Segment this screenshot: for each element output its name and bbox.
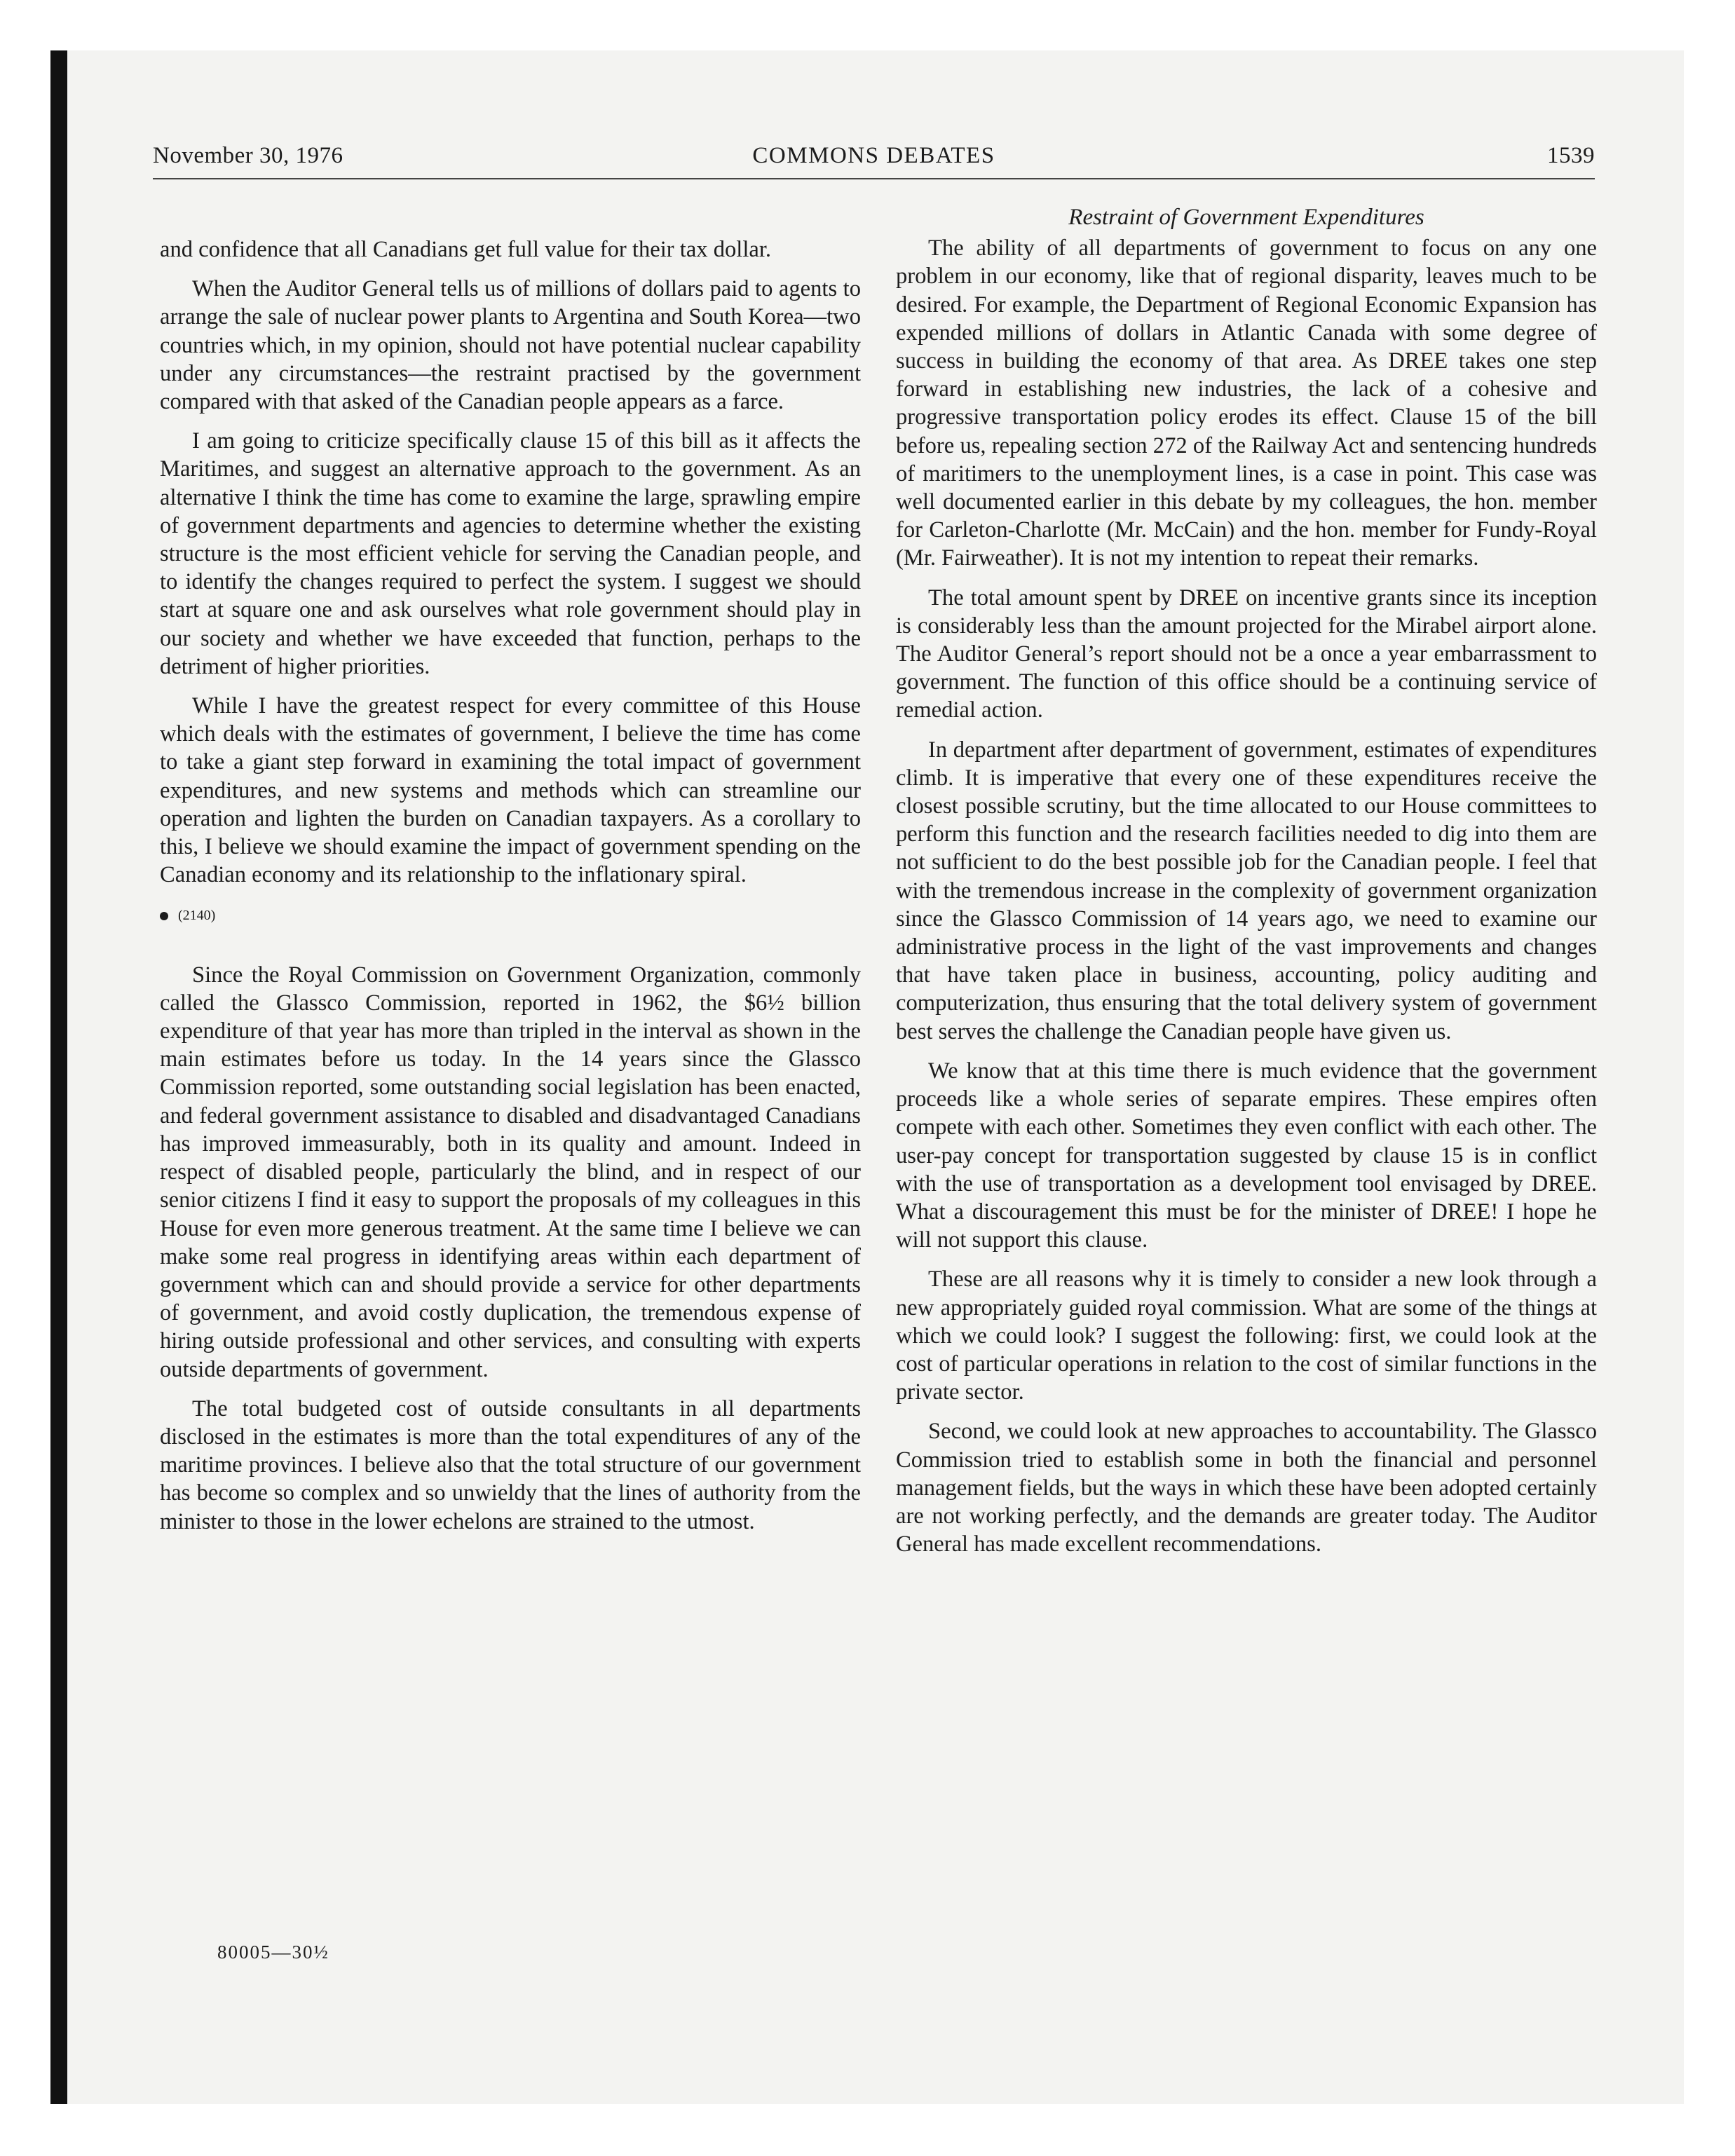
paragraph: These are all reasons why it is timely to consider a new look through a new appropriately guided royal commission. What are some of the things at which we could look? I suggest the following: first, we could look at the cost of particular operations in relation to the cost of similar functions in the private sector.: [896, 1267, 1597, 1405]
right-column: [896, 203, 1597, 1569]
header-title: COMMONS DEBATES: [752, 143, 995, 168]
running-head: [153, 137, 1595, 179]
time-marker-label: (2140): [178, 908, 216, 924]
paragraph: The total budgeted cost of outside consultants in all departments disclosed in the estimates is more than the total expenditures of any of the maritime provinces. I believe also that the total structure of our government has become so complex and so unwieldy that the lines of authority from the minister to those in the lower echelons are strained to the utmost.: [160, 1396, 861, 1534]
time-marker: [160, 901, 861, 929]
left-column: [160, 236, 861, 1547]
paragraph: Since the Royal Commission on Government Organization, commonly called the Glassco Commission, reported in 1962, the $6½ billion expenditure of that year has more than tripled in the interval as shown in the main estimates before us today. In the 14 years since the Glassco Commission reported, some outstanding social legislation has been enacted, and federal government assistance to disabled and disadvantaged Canadians has improved immeasurably, both in its quality and amount. Indeed in respect of disabled people, particularly the blind, and in respect of our senior citizens I find it easy to support the proposals of my colleagues in this House for even more generous treatment. At the same time I believe we can make some real progress in identifying areas within each department of government which can and should provide a service for other departments of government, and avoid costly duplication, the tremendous expense of hiring outside professional and other services, and consulting with experts outside departments of government.: [160, 962, 861, 1382]
paragraph: The total amount spent by DREE on incentive grants since its inception is considerably less than the amount projected for the Mirabel airport alone. The Auditor General’s report should not be a once a year embarrassment to government. The function of this office should be a continuing service of remedial action.: [896, 585, 1597, 723]
paragraph: I am going to criticize specifically clause 15 of this bill as it affects the Maritimes, and suggest an alternative approach to the government. As an alternative I think the time has come to examine the large, sprawling empire of government departments and agencies to determine whether the existing structure is the most efficient vehicle for serving the Canadian people, and to identify the changes required to perfect the system. I suggest we should start at square one and ask ourselves what role government should play in our society and whether we have exceeded that function, perhaps to the detriment of higher priorities.: [160, 428, 861, 679]
paragraph: and confidence that all Canadians get full value for their tax dollar.: [160, 237, 772, 262]
footer-code: 80005—30½: [217, 1942, 329, 1963]
paragraph: The ability of all departments of government to focus on any one problem in our economy, like that of regional disparity, leaves much to be desired. For example, the Department of Regional Economic Expansion has expended millions of dollars in Atlantic Canada with some degree of success in building the economy of that area. As DREE takes one step forward in establishing new industries, the lack of a cohesive and progressive transportation policy erodes its effect. Clause 15 of the bill before us, repealing section 272 of the Railway Act and sentencing hundreds of maritimers to the unemployment lines, is a case in point. This case was well documented earlier in this debate by my colleagues, the hon. member for Carleton-Charlotte (Mr. McCain) and the hon. member for Fundy-Royal (Mr. Fairweather). It is not my intention to repeat their remarks.: [896, 236, 1597, 571]
paragraph: We know that at this time there is much evidence that the government proceeds like a whole series of separate empires. These empires often compete with each other. Sometimes they even conflict with each other. The user-pay concept for transportation suggested by clause 15 is in conflict with the use of transportation as a development tool envisaged by DREE. What a discouragement this must be for the minister of DREE! I hope he will not support this clause.: [896, 1058, 1597, 1253]
paragraph: Second, we could look at new approaches to accountability. The Glassco Commission tried to establish some in both the financial and personnel management fields, but the ways in which these have been adopted certainly are not working perfectly, and the demands are greater today. The Auditor General has made excellent recommendations.: [896, 1419, 1597, 1557]
section-subheading: Restraint of Government Expenditures: [1068, 205, 1424, 230]
paragraph: While I have the greatest respect for every committee of this House which deals with the estimates of government, I believe the time has come to take a giant step forward in examining the total impact of government expenditures, and new systems and methods which can streamline our operation and lighten the burden on Canadian taxpayers. As a corollary to this, I believe we should examine the impact of government spending on the Canadian economy and its relationship to the inflationary spiral.: [160, 693, 861, 888]
header-date: November 30, 1976: [153, 143, 343, 168]
paragraph: When the Auditor General tells us of millions of dollars paid to agents to arrange the sale of nuclear power plants to Argentina and South Korea—two countries which, in my opinion, should not have potential nuclear capability under any circumstances—the restraint practised by the government compared with that asked of the Canadian people appears as a farce.: [160, 276, 861, 415]
bullet-icon: [160, 912, 168, 920]
page-number: 1539: [1547, 143, 1595, 168]
paragraph: In department after department of government, estimates of expenditures climb. It is imperative that every one of these expenditures receive the closest possible scrutiny, but the time allocated to our House committees to perform this function and the research facilities needed to dig into them are not sufficient to do the best possible job for the Canadian people. I feel that with the tremendous increase in the complexity of government organization since the Glassco Commission of 14 years ago, we need to examine our administrative process in the light of the vast improvements and changes that have taken place in business, accounting, policy auditing and computerization, thus ensuring that the total delivery system of government best serves the challenge the Canadian people have given us.: [896, 737, 1597, 1044]
